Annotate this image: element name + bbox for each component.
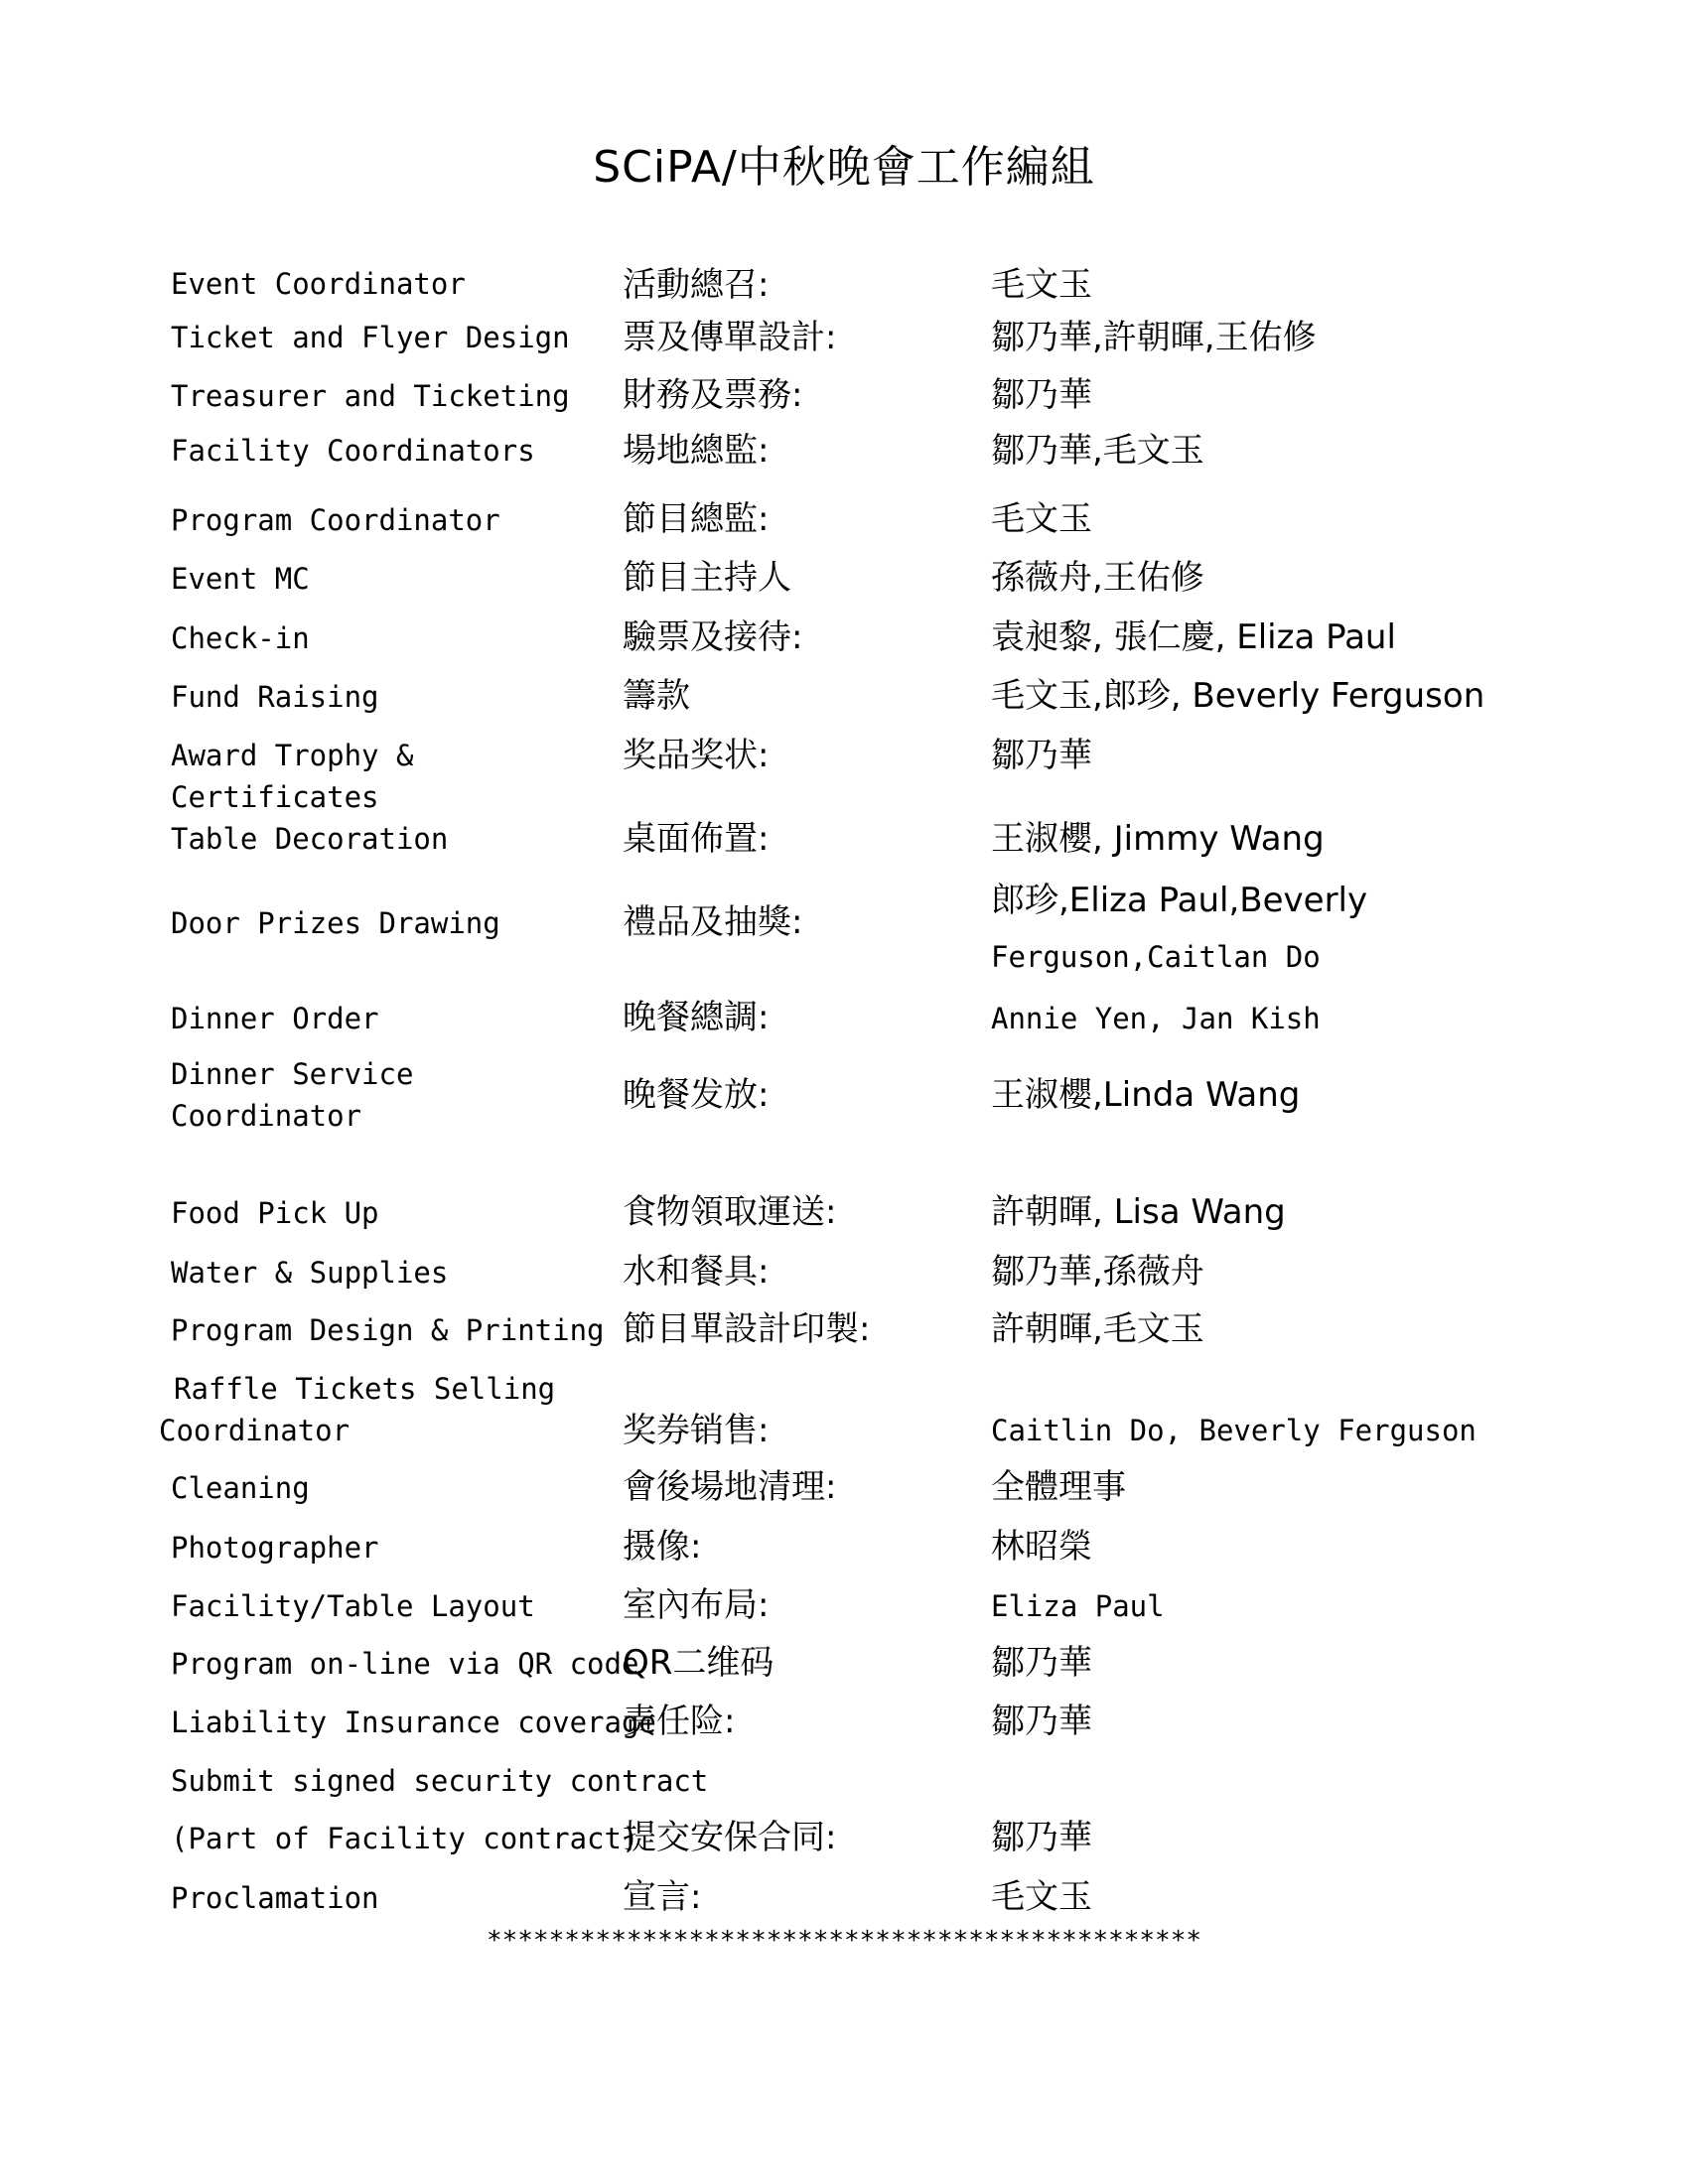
role-english: Proclamation (171, 1881, 379, 1915)
role-chinese: 活動總召: (623, 265, 770, 305)
role-english: Coordinator (171, 1099, 362, 1133)
role-chinese: 摄像: (623, 1527, 702, 1567)
role-english: Coordinator (159, 1414, 351, 1447)
role-chinese: 室內布局: (623, 1585, 770, 1625)
role-english: Treasurer and Ticketing (171, 379, 570, 413)
assignee-names: 郎珍,Eliza Paul,Beverly (991, 881, 1368, 920)
role-chinese: 晚餐總調: (623, 998, 770, 1037)
role-english: Program Coordinator (171, 503, 500, 537)
role-chinese: 食物領取運送: (623, 1192, 837, 1232)
role-chinese: 责任险: (623, 1702, 736, 1741)
role-chinese: 水和餐具: (623, 1252, 770, 1292)
assignee-names: 鄒乃華 (991, 1643, 1092, 1683)
separator-line: ********************************************** (486, 1926, 1202, 1956)
role-english: Water & Supplies (171, 1256, 449, 1290)
role-chinese: 宣言: (623, 1877, 702, 1917)
assignee-names: Ferguson,Caitlan Do (991, 940, 1321, 974)
role-chinese: 節目主持人 (623, 558, 791, 598)
role-english: Event Coordinator (171, 267, 466, 301)
role-english: Certificates (171, 780, 379, 814)
role-english: Check-in (171, 621, 310, 655)
role-english: Food Pick Up (171, 1196, 379, 1230)
role-english: Raffle Tickets Selling (174, 1372, 556, 1406)
assignee-names: 王淑櫻,Linda Wang (991, 1075, 1301, 1115)
role-english: Table Decoration (171, 822, 449, 856)
role-english: Event MC (171, 562, 310, 596)
assignee-names: 毛文玉 (991, 1877, 1092, 1917)
assignee-names: 鄒乃華 (991, 1702, 1092, 1741)
role-chinese: QR二维码 (623, 1643, 774, 1683)
assignee-names: 鄒乃華 (991, 375, 1092, 415)
role-english: Program on-line via QR code (171, 1647, 639, 1681)
role-chinese: 禮品及抽獎: (623, 902, 803, 942)
role-chinese: 票及傳單設計: (623, 318, 837, 357)
role-english: Award Trophy & (171, 739, 414, 772)
assignee-names: 鄒乃華 (991, 736, 1092, 775)
assignee-names: 許朝暉,毛文玉 (991, 1309, 1204, 1349)
assignee-names: 毛文玉 (991, 499, 1092, 539)
role-english: Door Prizes Drawing (171, 906, 500, 940)
assignee-names: 王淑櫻, Jimmy Wang (991, 819, 1325, 859)
role-english: (Part of Facility contract) (171, 1822, 639, 1855)
assignee-names: 孫薇舟,王佑修 (991, 558, 1204, 598)
role-english: Dinner Order (171, 1002, 379, 1035)
role-english: Liability Insurance coverage (171, 1706, 656, 1739)
role-chinese: 場地總監: (623, 431, 770, 471)
role-chinese: 桌面佈置: (623, 819, 770, 859)
assignee-names: 毛文玉,郎珍, Beverly Ferguson (991, 676, 1485, 716)
assignee-names: 鄒乃華,許朝暉,王佑修 (991, 318, 1317, 357)
role-chinese: 節目總監: (623, 499, 770, 539)
assignee-names: 林昭榮 (991, 1527, 1092, 1567)
page-title: SCiPA/中秋晚會工作編組 (593, 142, 1095, 193)
role-english: Facility Coordinators (171, 434, 535, 468)
role-english: Cleaning (171, 1471, 310, 1505)
assignee-names: 鄒乃華,孫薇舟 (991, 1252, 1204, 1292)
role-english: Fund Raising (171, 680, 379, 714)
assignee-names: 鄒乃華,毛文玉 (991, 431, 1204, 471)
role-chinese: 會後場地清理: (623, 1467, 837, 1507)
assignee-names: 毛文玉 (991, 265, 1092, 305)
role-chinese: 晚餐发放: (623, 1075, 770, 1115)
role-chinese: 財務及票務: (623, 375, 803, 415)
role-chinese: 奖品奖状: (623, 736, 770, 775)
assignee-names: 全體理事 (991, 1467, 1126, 1507)
role-chinese: 提交安保合同: (623, 1818, 837, 1857)
assignee-names: 鄒乃華 (991, 1818, 1092, 1857)
role-chinese: 奖券销售: (623, 1411, 770, 1450)
role-chinese: 驗票及接待: (623, 617, 803, 657)
role-english: Submit signed security contract (171, 1764, 709, 1798)
role-english: Facility/Table Layout (171, 1589, 535, 1623)
role-english: Photographer (171, 1531, 379, 1565)
role-chinese: 籌款 (623, 676, 690, 716)
role-english: Program Design & Printing (171, 1313, 605, 1347)
assignee-names: 袁昶黎, 張仁慶, Eliza Paul (991, 617, 1396, 657)
assignee-names: Caitlin Do, Beverly Ferguson (991, 1414, 1477, 1447)
assignee-names: 許朝暉, Lisa Wang (991, 1192, 1286, 1232)
assignee-names: Annie Yen, Jan Kish (991, 1002, 1321, 1035)
role-english: Ticket and Flyer Design (171, 321, 570, 354)
role-english: Dinner Service (171, 1057, 414, 1091)
assignee-names: Eliza Paul (991, 1589, 1165, 1623)
role-chinese: 節目單設計印製: (623, 1309, 871, 1349)
